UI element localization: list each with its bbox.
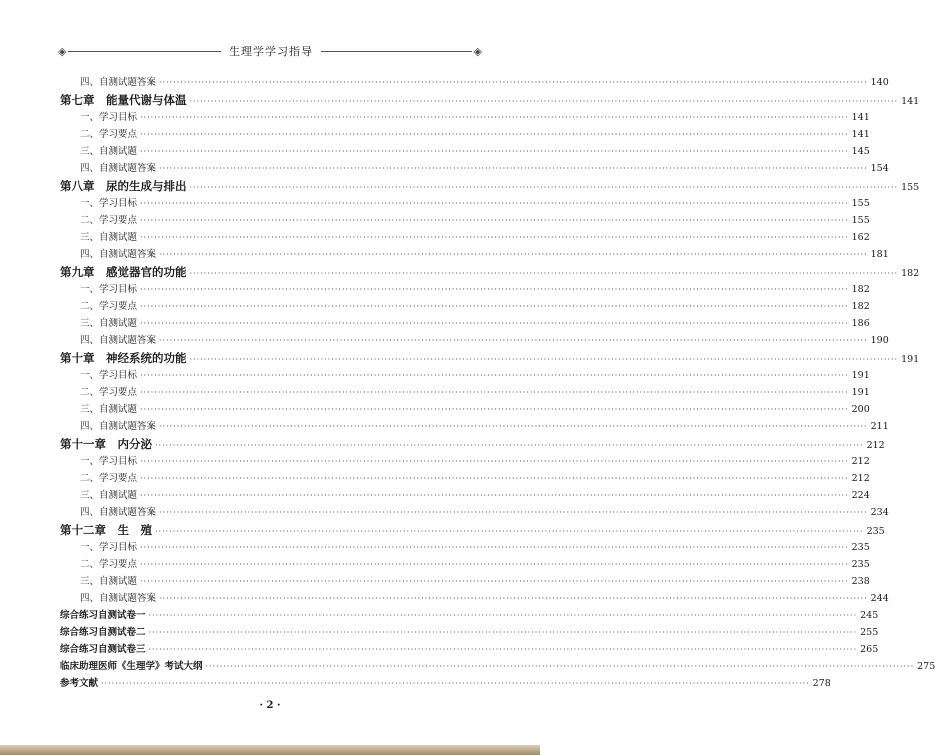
toc-entry-section[interactable] bbox=[60, 126, 870, 143]
toc-entry-page-number: 140 bbox=[870, 77, 889, 88]
toc-leader-dots: ········································································································································································································ bbox=[159, 422, 868, 431]
toc-entry-page-number: 191 bbox=[901, 354, 920, 365]
toc-entry-page-number: 211 bbox=[870, 421, 889, 432]
toc-leader-dots: ········································································································································································································ bbox=[189, 269, 899, 278]
toc-entry-label: 四、自测试题答案 bbox=[80, 77, 157, 88]
toc-entry-section[interactable] bbox=[60, 246, 889, 263]
toc-entry-label: 四、自测试题答案 bbox=[80, 163, 157, 174]
toc-entry-label: 第八章 尿的生成与排出 bbox=[60, 179, 187, 193]
toc-entry-page-number: 255 bbox=[860, 627, 879, 638]
toc-entry-page-number: 141 bbox=[851, 112, 870, 123]
toc-leader-dots: ········································································································································································································ bbox=[159, 250, 868, 259]
toc-entry-chapter[interactable] bbox=[60, 349, 920, 367]
toc-entry-label: 三、自测试题 bbox=[80, 318, 138, 329]
toc-entry-section[interactable] bbox=[60, 74, 889, 91]
toc-entry-label: 一、学习目标 bbox=[80, 112, 138, 123]
toc-entry-label: 第十一章 内分泌 bbox=[60, 437, 152, 451]
toc-entry-section[interactable] bbox=[60, 212, 870, 229]
toc-leader-dots: ········································································································································································································ bbox=[159, 508, 868, 517]
toc-entry-page-number: 212 bbox=[851, 456, 870, 467]
toc-entry-section[interactable] bbox=[60, 109, 870, 126]
toc-entry-label: 临床助理医师《生理学》考试大纲 bbox=[60, 661, 203, 672]
toc-entry-section[interactable] bbox=[60, 590, 889, 607]
toc-entry-section[interactable] bbox=[60, 281, 870, 298]
toc-entry-label: 第七章 能量代谢与体温 bbox=[60, 93, 187, 107]
toc-entry-page-number: 182 bbox=[851, 301, 870, 312]
toc-entry-section[interactable] bbox=[60, 539, 870, 556]
toc-leader-dots: ········································································································································································································ bbox=[140, 302, 849, 311]
toc-entry-page-number: 155 bbox=[851, 198, 870, 209]
toc-entry-page-number: 186 bbox=[851, 318, 870, 329]
toc-entry-label: 三、自测试题 bbox=[80, 146, 138, 157]
toc-entry-label: 第九章 感觉器官的功能 bbox=[60, 265, 187, 279]
toc-entry-label: 第十二章 生 殖 bbox=[60, 523, 152, 537]
toc-leader-dots: ········································································································································································································ bbox=[189, 183, 899, 192]
toc-entry-page-number: 212 bbox=[851, 473, 870, 484]
toc-entry-label: 三、自测试题 bbox=[80, 490, 138, 501]
toc-entry-label: 二、学习要点 bbox=[80, 473, 138, 484]
toc-entry-page-number: 155 bbox=[851, 215, 870, 226]
toc-entry-page-number: 181 bbox=[870, 249, 889, 260]
toc-entry-page-number: 244 bbox=[870, 593, 889, 604]
toc-entry-section[interactable] bbox=[60, 453, 870, 470]
toc-entry-section[interactable] bbox=[60, 418, 889, 435]
toc-entry-label: 一、学习目标 bbox=[80, 542, 138, 553]
toc-entry-page-number: 275 bbox=[917, 661, 935, 672]
toc-entry-page-number: 278 bbox=[812, 678, 831, 689]
toc-entry-label: 一、学习目标 bbox=[80, 370, 138, 381]
toc-entry-page-number: 155 bbox=[901, 182, 920, 193]
toc-entry-section[interactable] bbox=[60, 487, 870, 504]
toc-entry-label: 参考文献 bbox=[60, 678, 99, 689]
toc-entry-chapter[interactable] bbox=[60, 91, 920, 109]
toc-entry-label: 二、学习要点 bbox=[80, 129, 138, 140]
page-number: · 2 · bbox=[259, 700, 281, 711]
toc-entry-label: 四、自测试题答案 bbox=[80, 507, 157, 518]
toc-entry-page-number: 200 bbox=[851, 404, 870, 415]
toc-entry-page-number: 154 bbox=[870, 163, 889, 174]
toc-entry-label: 二、学习要点 bbox=[80, 301, 138, 312]
toc-leader-dots: ········································································································································································································ bbox=[140, 199, 849, 208]
toc-leader-dots: ········································································································································································································ bbox=[159, 336, 868, 345]
toc-entry-page-number: 191 bbox=[851, 387, 870, 398]
header-rule-right bbox=[321, 51, 472, 52]
toc-leader-dots: ········································································································································································································ bbox=[140, 113, 849, 122]
toc-leader-dots: ········································································································································································································ bbox=[140, 457, 849, 466]
toc-leader-dots: ········································································································································································································ bbox=[140, 543, 849, 552]
running-header bbox=[58, 43, 482, 61]
toc-leader-dots: ········································································································································································································ bbox=[189, 97, 899, 106]
toc-entry-section[interactable] bbox=[60, 332, 889, 349]
toc-leader-dots: ········································································································································································································ bbox=[140, 130, 849, 139]
header-ornament-left-icon: ◈ bbox=[58, 45, 67, 58]
toc-entry-label: 一、学习目标 bbox=[80, 456, 138, 467]
toc-entry-page-number: 162 bbox=[851, 232, 870, 243]
toc-leader-dots: ········································································································································································································ bbox=[159, 594, 868, 603]
toc-entry-label: 二、学习要点 bbox=[80, 387, 138, 398]
toc-entry-page-number: 235 bbox=[851, 559, 870, 570]
toc-entry-section[interactable] bbox=[60, 470, 870, 487]
toc-entry-label: 二、学习要点 bbox=[80, 215, 138, 226]
toc-entry-page-number: 182 bbox=[901, 268, 920, 279]
toc-entry-section[interactable] bbox=[60, 143, 870, 160]
toc-leader-dots: ········································································································································································································ bbox=[148, 645, 858, 654]
toc-entry-page-number: 265 bbox=[860, 644, 879, 655]
toc-entry-section[interactable] bbox=[60, 195, 870, 212]
toc-leader-dots: ········································································································································································································ bbox=[140, 216, 849, 225]
toc-entry-appendix[interactable] bbox=[60, 658, 935, 675]
toc-leader-dots: ········································································································································································································ bbox=[148, 611, 858, 620]
toc-leader-dots: ········································································································································································································ bbox=[140, 491, 849, 500]
toc-entry-label: 三、自测试题 bbox=[80, 576, 138, 587]
toc-leader-dots: ········································································································································································································ bbox=[140, 147, 849, 156]
toc-entry-section[interactable] bbox=[60, 229, 870, 246]
toc-entry-label: 四、自测试题答案 bbox=[80, 249, 157, 260]
toc-entry-section[interactable] bbox=[60, 573, 870, 590]
toc-entry-chapter[interactable] bbox=[60, 521, 885, 539]
toc-entry-page-number: 182 bbox=[851, 284, 870, 295]
toc-leader-dots: ········································································································································································································ bbox=[140, 474, 849, 483]
toc-entry-page-number: 234 bbox=[870, 507, 889, 518]
toc-entry-page-number: 235 bbox=[851, 542, 870, 553]
toc-entry-label: 综合练习自测试卷一 bbox=[60, 610, 146, 621]
toc-entry-label: 一、学习目标 bbox=[80, 198, 138, 209]
toc-leader-dots: ········································································································································································································ bbox=[205, 662, 915, 671]
toc-entry-section[interactable] bbox=[60, 315, 870, 332]
toc-leader-dots: ········································································································································································································ bbox=[159, 78, 868, 87]
toc-entry-label: 三、自测试题 bbox=[80, 404, 138, 415]
toc-leader-dots: ········································································································································································································ bbox=[140, 371, 849, 380]
toc-entry-page-number: 212 bbox=[866, 440, 885, 451]
header-rule-left bbox=[68, 51, 221, 52]
toc-entry-page-number: 141 bbox=[901, 96, 920, 107]
toc-leader-dots: ········································································································································································································ bbox=[155, 527, 864, 536]
table-of-contents bbox=[60, 74, 935, 692]
toc-leader-dots: ········································································································································································································ bbox=[148, 628, 858, 637]
toc-leader-dots: ········································································································································································································ bbox=[140, 319, 849, 328]
toc-leader-dots: ········································································································································································································ bbox=[140, 560, 849, 569]
toc-entry-chapter[interactable] bbox=[60, 435, 885, 453]
toc-entry-label: 四、自测试题答案 bbox=[80, 593, 157, 604]
toc-entry-section[interactable] bbox=[60, 160, 889, 177]
toc-leader-dots: ········································································································································································································ bbox=[140, 577, 849, 586]
toc-entry-label: 四、自测试题答案 bbox=[80, 421, 157, 432]
toc-entry-page-number: 238 bbox=[851, 576, 870, 587]
page-bottom-edge bbox=[0, 745, 540, 755]
toc-leader-dots: ········································································································································································································ bbox=[155, 441, 864, 450]
toc-entry-section[interactable] bbox=[60, 367, 870, 384]
header-title: 生理学学习指导 bbox=[229, 45, 313, 58]
toc-entry-chapter[interactable] bbox=[60, 263, 920, 281]
toc-entry-page-number: 191 bbox=[851, 370, 870, 381]
toc-entry-section[interactable] bbox=[60, 298, 870, 315]
toc-entry-page-number: 224 bbox=[851, 490, 870, 501]
toc-entry-page-number: 190 bbox=[870, 335, 889, 346]
toc-entry-label: 综合练习自测试卷三 bbox=[60, 644, 146, 655]
toc-entry-appendix[interactable] bbox=[60, 641, 879, 658]
toc-leader-dots: ········································································································································································································ bbox=[140, 388, 849, 397]
toc-entry-section[interactable] bbox=[60, 384, 870, 401]
toc-entry-page-number: 235 bbox=[866, 526, 885, 537]
toc-leader-dots: ········································································································································································································ bbox=[189, 355, 899, 364]
toc-entry-label: 一、学习目标 bbox=[80, 284, 138, 295]
toc-entry-appendix[interactable] bbox=[60, 624, 879, 641]
toc-entry-label: 三、自测试题 bbox=[80, 232, 138, 243]
toc-entry-appendix[interactable] bbox=[60, 675, 831, 692]
toc-leader-dots: ········································································································································································································ bbox=[140, 285, 849, 294]
toc-entry-page-number: 141 bbox=[851, 129, 870, 140]
toc-leader-dots: ········································································································································································································ bbox=[140, 233, 849, 242]
toc-entry-label: 综合练习自测试卷二 bbox=[60, 627, 146, 638]
toc-entry-section[interactable] bbox=[60, 556, 870, 573]
toc-entry-page-number: 145 bbox=[851, 146, 870, 157]
toc-entry-appendix[interactable] bbox=[60, 607, 879, 624]
toc-entry-page-number: 245 bbox=[860, 610, 879, 621]
toc-entry-section[interactable] bbox=[60, 504, 889, 521]
header-ornament-right-icon: ◈ bbox=[473, 45, 482, 58]
toc-leader-dots: ········································································································································································································ bbox=[101, 679, 810, 688]
toc-leader-dots: ········································································································································································································ bbox=[140, 405, 849, 414]
toc-entry-label: 四、自测试题答案 bbox=[80, 335, 157, 346]
toc-leader-dots: ········································································································································································································ bbox=[159, 164, 868, 173]
toc-entry-chapter[interactable] bbox=[60, 177, 920, 195]
toc-entry-label: 第十章 神经系统的功能 bbox=[60, 351, 187, 365]
toc-entry-section[interactable] bbox=[60, 401, 870, 418]
toc-entry-label: 二、学习要点 bbox=[80, 559, 138, 570]
